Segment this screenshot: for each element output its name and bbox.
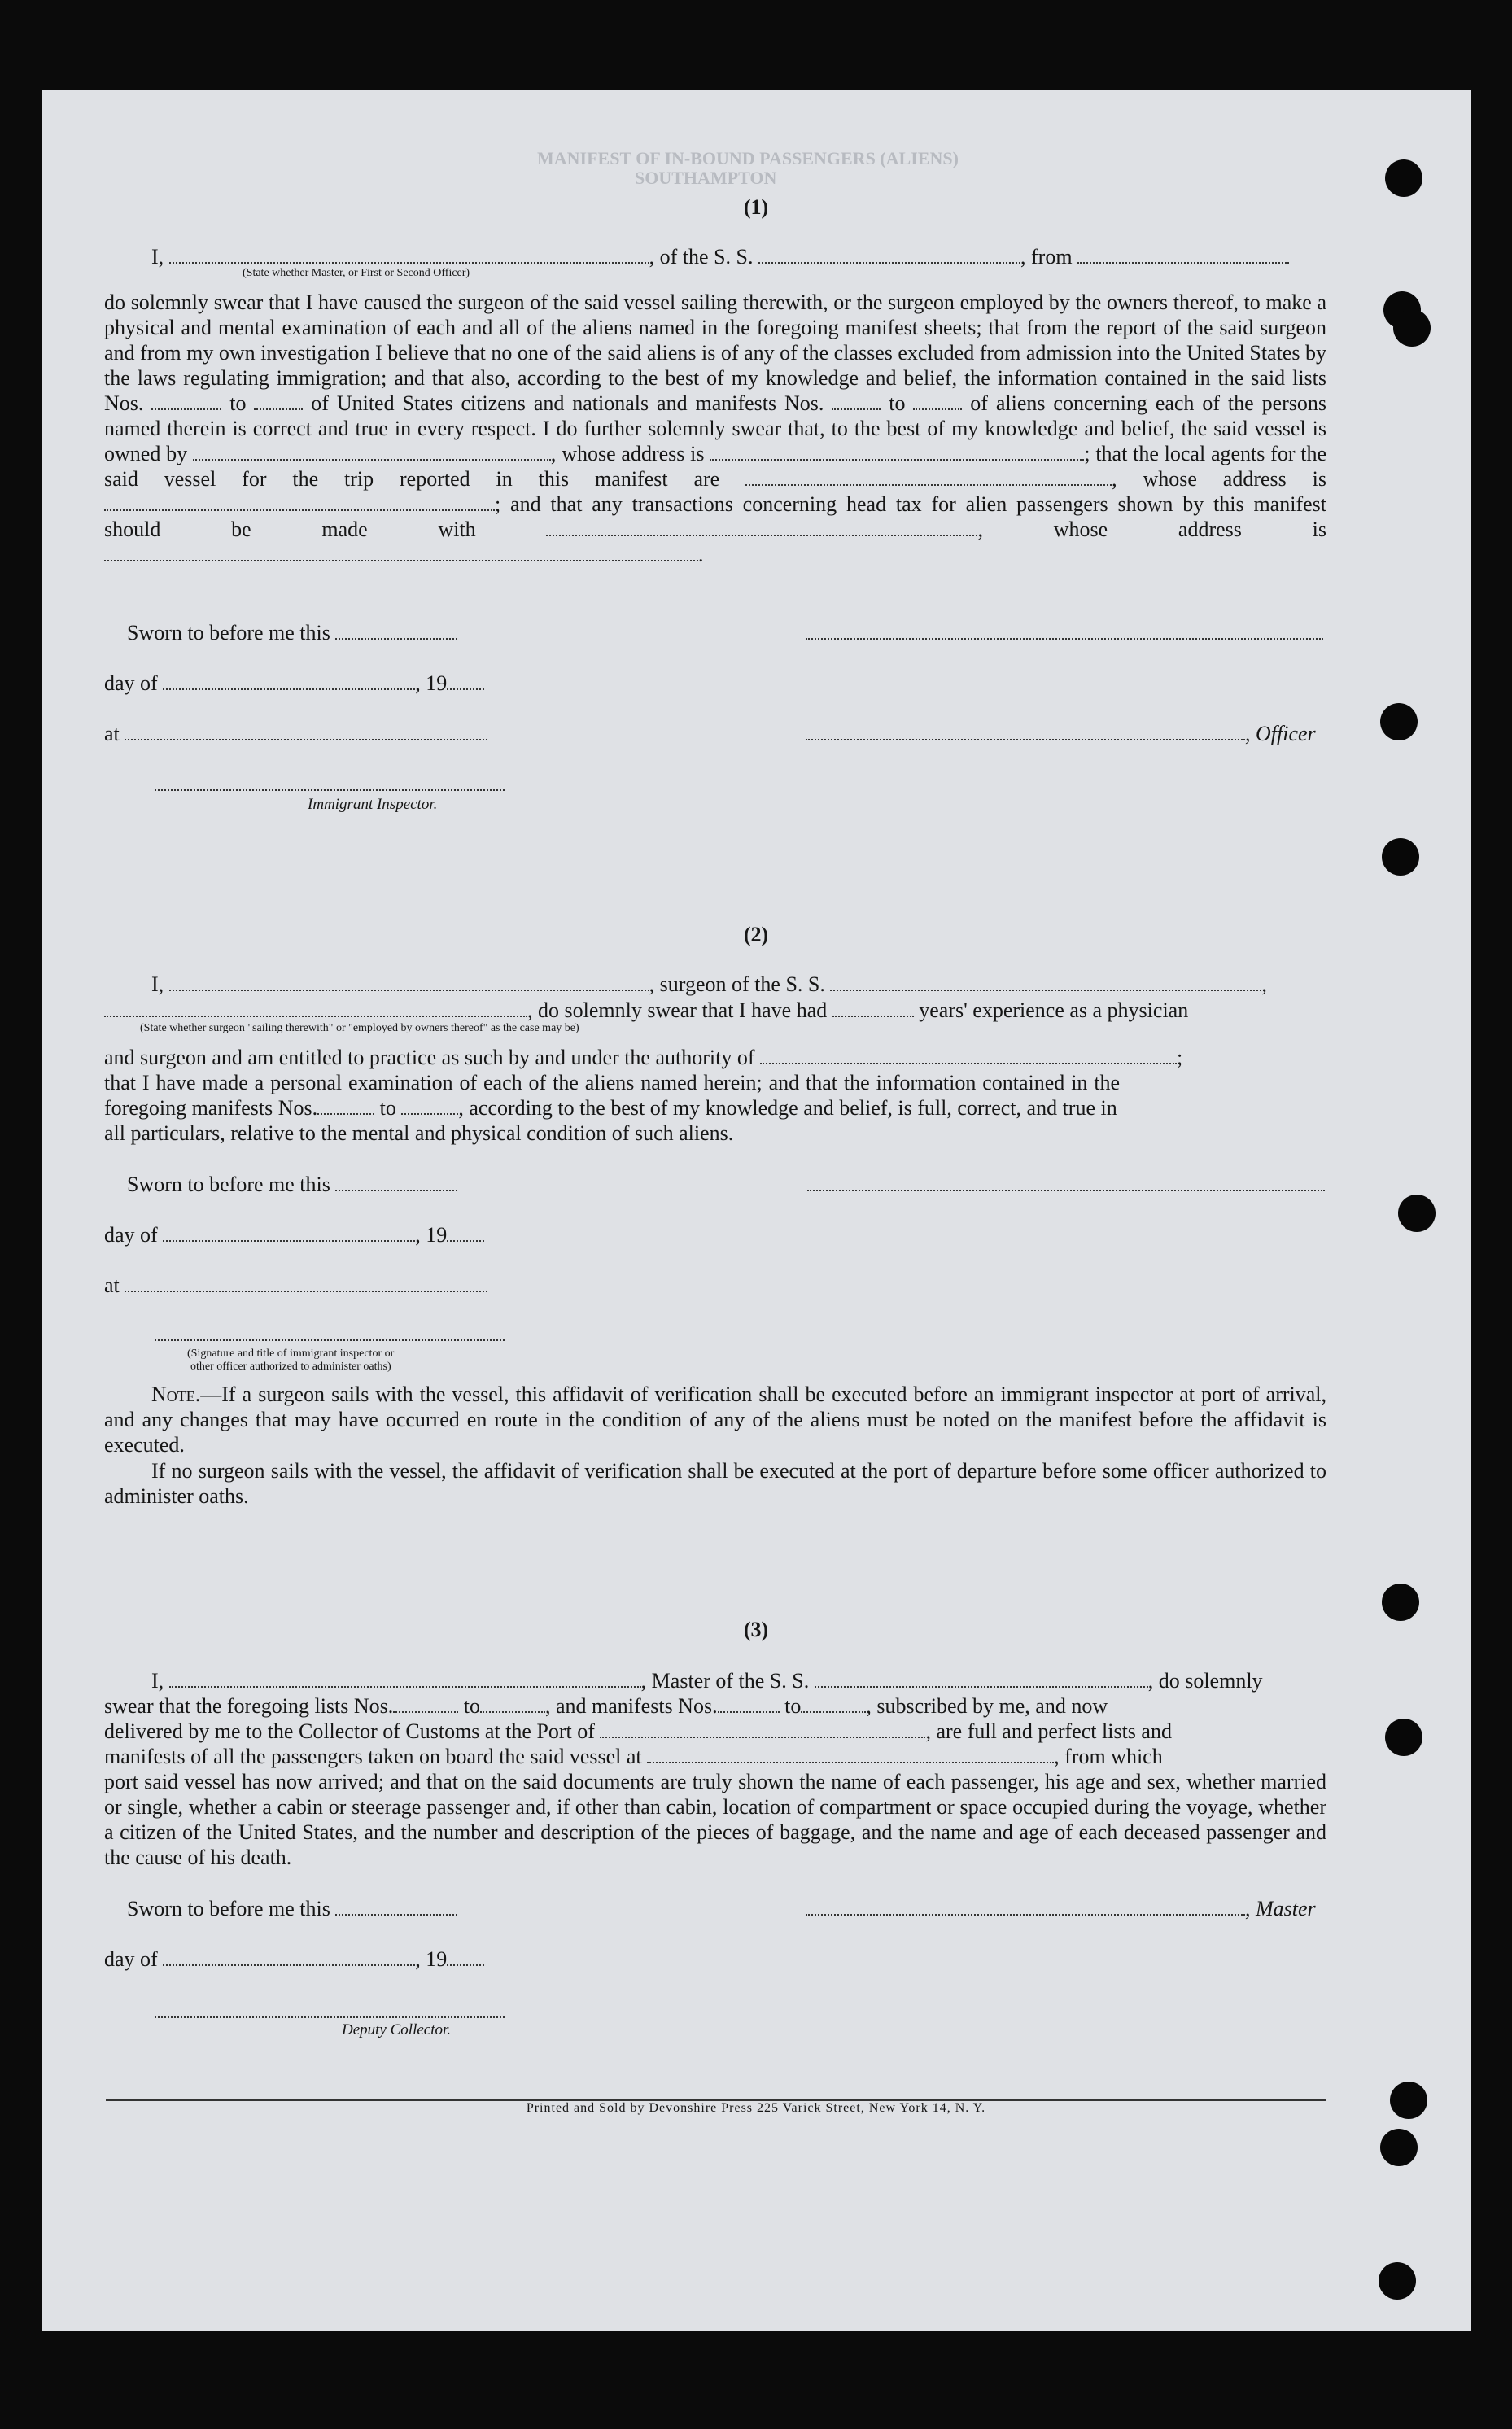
s1-owned-text: of aliens concerning each of the persons named therein is correct and true in every respect. I do further solemnly swear that, to the best of my knowledge and belief, the said vessel is owned by <box>104 391 1327 465</box>
s2-to-label: to <box>379 1096 396 1120</box>
s3-manifests-to-blank[interactable] <box>801 1693 866 1713</box>
binder-hole <box>1382 1584 1419 1621</box>
s1-ss-label: , of the S. S. <box>649 245 754 269</box>
binder-hole <box>1380 2129 1418 2166</box>
s1-from-label: , from <box>1020 245 1073 269</box>
s2-comma: , <box>1261 972 1267 996</box>
s2-years-blank[interactable] <box>832 998 914 1017</box>
s3-i-label: I, <box>151 1669 164 1693</box>
section-2-number: (2) <box>743 923 769 946</box>
s2-experience-label: years' experience as a physician <box>919 998 1189 1022</box>
bleed-through-port: SOUTHAMPTON <box>635 168 777 188</box>
s3-year-blank[interactable] <box>447 1946 484 1966</box>
s1-day-line <box>104 671 484 696</box>
s1-owner-address-blank[interactable] <box>710 441 1084 461</box>
s1-from-blank[interactable] <box>1077 244 1289 264</box>
s1-manifests-to-blank[interactable] <box>913 391 962 410</box>
s2-surgeon-label: , surgeon of the S. S. <box>649 972 825 996</box>
s3-sworn-label: Sworn to before me this <box>127 1897 330 1920</box>
s3-master-sign-line <box>806 1896 1316 1921</box>
s1-sworn-line <box>127 620 457 645</box>
s2-vessel-blank[interactable] <box>830 972 1261 991</box>
s1-agents-text: that the local agents for the said vessel for the trip reported in this manifest are <box>104 442 1327 491</box>
s1-first-line <box>151 244 1289 269</box>
s3-day-blank[interactable] <box>163 1946 415 1966</box>
s3-to-label: to <box>463 1694 480 1718</box>
s2-day-blank[interactable] <box>163 1222 415 1242</box>
s3-line-2 <box>104 1693 1108 1719</box>
s1-lists-from-blank[interactable] <box>151 391 221 410</box>
s3-vessel-blank[interactable] <box>815 1668 1148 1688</box>
s2-sig-caption-1: (Signature and title of immigrant inspector or <box>187 1348 395 1360</box>
s2-status-blank[interactable] <box>104 998 527 1017</box>
s3-master-signature-blank[interactable] <box>806 1896 1245 1916</box>
s3-port-label: delivered by me to the Collector of Customs at the Port of <box>104 1719 595 1743</box>
s1-owner-blank[interactable] <box>193 441 551 461</box>
s3-solemnly-label: , do solemnly <box>1147 1669 1263 1693</box>
s1-agents-address-blank[interactable] <box>104 491 495 511</box>
s2-status-hint: (State whether surgeon "sailing therewith" or "employed by owners thereof" as the case may be) <box>140 1022 579 1034</box>
s3-line-4 <box>104 1744 1163 1769</box>
s1-officer-hint: (State whether Master, or First or Second Officer) <box>243 267 470 279</box>
binder-hole <box>1398 1195 1436 1232</box>
s3-deputy-caption: Deputy Collector. <box>342 2021 452 2038</box>
s2-belief-text: , according to the best of my knowledge and belief, is full, correct, and true in <box>458 1096 1117 1120</box>
s1-paragraph-text: do solemnly swear that I have caused the surgeon of the said vessel sailing therewith, or the surgeon employed by the owners thereof, to make a physical and mental examination of each and all of the aliens named in the foregoing manifest sheets; that from the report of the said surgeon and from my own investigation I believe that no one of the said aliens is of any of the classes excluded from admission into the United States by the laws regulating immigration; and that also, according to the best of my knowledge and belief, the information contained in the said lists Nos. <box>104 291 1326 415</box>
s2-second-line <box>104 998 1188 1023</box>
s1-year-label: , 19 <box>415 671 448 695</box>
s3-sworn-date-blank[interactable] <box>335 1896 457 1916</box>
s2-year-label: , 19 <box>415 1223 448 1247</box>
s2-swear-label: , do solemnly swear that I have had <box>527 998 828 1022</box>
s1-officer-line <box>806 721 1316 746</box>
s1-officer-label: , Officer <box>1245 722 1316 745</box>
s2-at-label: at <box>104 1273 120 1297</box>
s2-semicolon: ; <box>1177 1046 1183 1069</box>
s1-to-label: to <box>229 391 247 415</box>
binder-hole <box>1382 838 1419 876</box>
s3-port-blank[interactable] <box>600 1719 925 1738</box>
s3-subscribed-label: , subscribed by me, and now <box>866 1694 1108 1718</box>
s2-third-line <box>104 1045 1182 1070</box>
s1-year-blank[interactable] <box>447 671 484 690</box>
s2-year-blank[interactable] <box>447 1222 484 1242</box>
s2-i-label: I, <box>151 972 164 996</box>
s2-day-line <box>104 1222 484 1247</box>
s2-sworn-date-blank[interactable] <box>335 1172 457 1191</box>
printer-footer: Printed and Sold by Devonshire Press 225 Varick Street, New York 14, N. Y. <box>526 2101 986 2115</box>
s3-day-of-label: day of <box>104 1947 158 1971</box>
s2-authority-text: and surgeon and am entitled to practice as such by and under the authority of <box>104 1046 755 1069</box>
s3-rest: port said vessel has now arrived; and that on the said documents are truly shown the name of each passenger, his age and sex, whether married or single, whether a cabin or steerage passenger and, if other than cabin, location of compartment or space occupied during the voyage, whether a citizen of the United States, and the number and description of the pieces of baggage, and the name and age of each deceased passenger and the cause of his death. <box>104 1770 1326 1869</box>
s1-day-of-label: day of <box>104 671 158 695</box>
s2-name-blank[interactable] <box>169 972 649 991</box>
s1-head-tax-address-label: , whose address is <box>977 518 1326 541</box>
s3-manifests-from-blank[interactable] <box>718 1693 780 1713</box>
s1-officer-blank[interactable] <box>169 244 649 264</box>
s2-sixth-line: all particulars, relative to the mental and physical condition of such aliens. <box>104 1121 734 1145</box>
s2-inspector-line[interactable] <box>155 1339 505 1341</box>
section-3-number: (3) <box>743 1618 769 1641</box>
s3-from-which-label: , from which <box>1054 1745 1163 1768</box>
s1-inspector-line[interactable] <box>155 789 505 791</box>
s1-at-blank[interactable] <box>125 721 487 740</box>
s3-lists-full-label: , are full and perfect lists and <box>925 1719 1172 1743</box>
bleed-through-header: MANIFEST OF IN-BOUND PASSENGERS (ALIENS) <box>537 148 959 168</box>
s2-note-text-1: —If a surgeon sails with the vessel, this affidavit of verification shall be executed before an immigrant inspector at port of arrival, and any changes that may have occurred en route in the condition of any of the aliens must be noted on the manifest before the affidavit is executed. <box>104 1383 1326 1457</box>
s2-signature-line[interactable] <box>807 1190 1325 1191</box>
s3-year-label: , 19 <box>415 1947 448 1971</box>
s1-agents-address-label: whose address is <box>1143 467 1326 491</box>
s1-lists-to-blank[interactable] <box>254 391 303 410</box>
s1-vessel-blank[interactable] <box>758 244 1020 264</box>
s3-day-line <box>104 1946 484 1972</box>
s3-deputy-line[interactable] <box>155 2016 505 2018</box>
s2-fourth-line: that I have made a personal examination of each of the aliens named herein; and that the information contained in the <box>104 1071 1121 1094</box>
s3-master-sign-label: , Master <box>1245 1897 1316 1920</box>
s1-manifests-text: of United States citizens and nationals and manifests Nos. <box>311 391 824 415</box>
s2-note-2: If no surgeon sails with the vessel, the affidavit of verification shall be executed at the port of departure before some officer authorized to administer oaths. <box>104 1459 1326 1508</box>
s2-manifests-from-blank[interactable] <box>317 1095 374 1115</box>
s1-to-label-2: to <box>889 391 906 415</box>
binder-hole <box>1379 2262 1416 2300</box>
s1-signature-line[interactable] <box>806 638 1323 640</box>
s3-lists-from-blank[interactable] <box>393 1693 458 1713</box>
s3-boarded-blank[interactable] <box>647 1744 1054 1763</box>
s3-line-1 <box>151 1668 1263 1693</box>
s2-at-blank[interactable] <box>125 1273 487 1292</box>
s3-master-blank[interactable] <box>169 1668 641 1688</box>
s2-note-label: Note. <box>151 1383 201 1406</box>
s1-inspector-caption: Immigrant Inspector. <box>308 796 438 813</box>
binder-hole <box>1393 309 1431 347</box>
s2-day-of-label: day of <box>104 1223 158 1247</box>
s1-agents-blank[interactable] <box>745 466 1112 486</box>
s2-manifests-label: foregoing manifests Nos. <box>104 1096 318 1120</box>
s3-line-3 <box>104 1719 1172 1744</box>
s1-head-tax-blank[interactable] <box>546 517 977 536</box>
s1-at-line <box>104 721 487 746</box>
s2-fifth-line <box>104 1095 1117 1121</box>
s1-day-blank[interactable] <box>163 671 415 690</box>
s3-master-label: , Master of the S. S. <box>640 1669 810 1693</box>
s1-at-label: at <box>104 722 120 745</box>
s2-manifests-to-blank[interactable] <box>401 1095 458 1115</box>
s1-manifests-from-blank[interactable] <box>832 391 881 410</box>
s2-sworn-line <box>127 1172 457 1197</box>
s3-to-label-2: to <box>784 1694 802 1718</box>
s1-sworn-label: Sworn to before me this <box>127 621 330 644</box>
section-1-number: (1) <box>743 195 769 219</box>
s3-sworn-line <box>127 1896 457 1921</box>
binder-hole <box>1385 159 1422 197</box>
s2-authority-blank[interactable] <box>760 1045 1177 1064</box>
s1-head-tax-address-blank[interactable] <box>104 542 698 561</box>
binder-hole <box>1380 703 1418 740</box>
s2-sworn-label: Sworn to before me this <box>127 1173 330 1196</box>
s1-i-label: I, <box>151 245 164 269</box>
s1-whose-address-label: , whose address is <box>550 442 705 465</box>
s2-first-line <box>151 972 1267 997</box>
s3-boarded-label: manifests of all the passengers taken on board the said vessel at <box>104 1745 642 1768</box>
s3-manifests-label: , and manifests Nos. <box>545 1694 718 1718</box>
s3-lists-to-blank[interactable] <box>480 1693 545 1713</box>
binder-hole <box>1385 1719 1422 1756</box>
s1-paragraph: do solemnly swear that I have caused the surgeon of the said vessel sailing therewith, or the surgeon employed by the owners thereof, to make a physical and mental examination of each and all of the aliens named in the foregoing manifest sheets; that from the report of the said surgeon and from my own investigation I believe that no one of the said aliens is of any of the classes excluded from admission into the United States by the laws regulating immigration; and that also, according to the best of my knowledge and belief, the information contained in the said lists Nos. to of United States citizens and nationals and manifests Nos. to of aliens concerning each of the persons named therein is correct and true in every respect. I do further solemnly swear that, to the best of my knowledge and belief, the said vessel is owned by , whose address is ; that the local agents for the said vessel for the trip reported in this manifest are , whose address is ; and that any transactions concerning head tax for alien passengers shown by this manifest should be made with , whose address is . <box>104 291 1327 566</box>
s2-sig-caption-2: other officer authorized to administer oaths) <box>190 1361 391 1373</box>
s1-officer-signature-blank[interactable] <box>806 721 1245 740</box>
s1-sworn-date-blank[interactable] <box>335 620 457 640</box>
s1-head-tax-text: ; and that any transactions concerning head tax for alien passengers shown by this manifest should be made with <box>104 492 1326 541</box>
s3-lists-label: swear that the foregoing lists Nos. <box>104 1694 394 1718</box>
s2-note <box>104 1382 1326 1457</box>
s2-at-line <box>104 1273 487 1298</box>
